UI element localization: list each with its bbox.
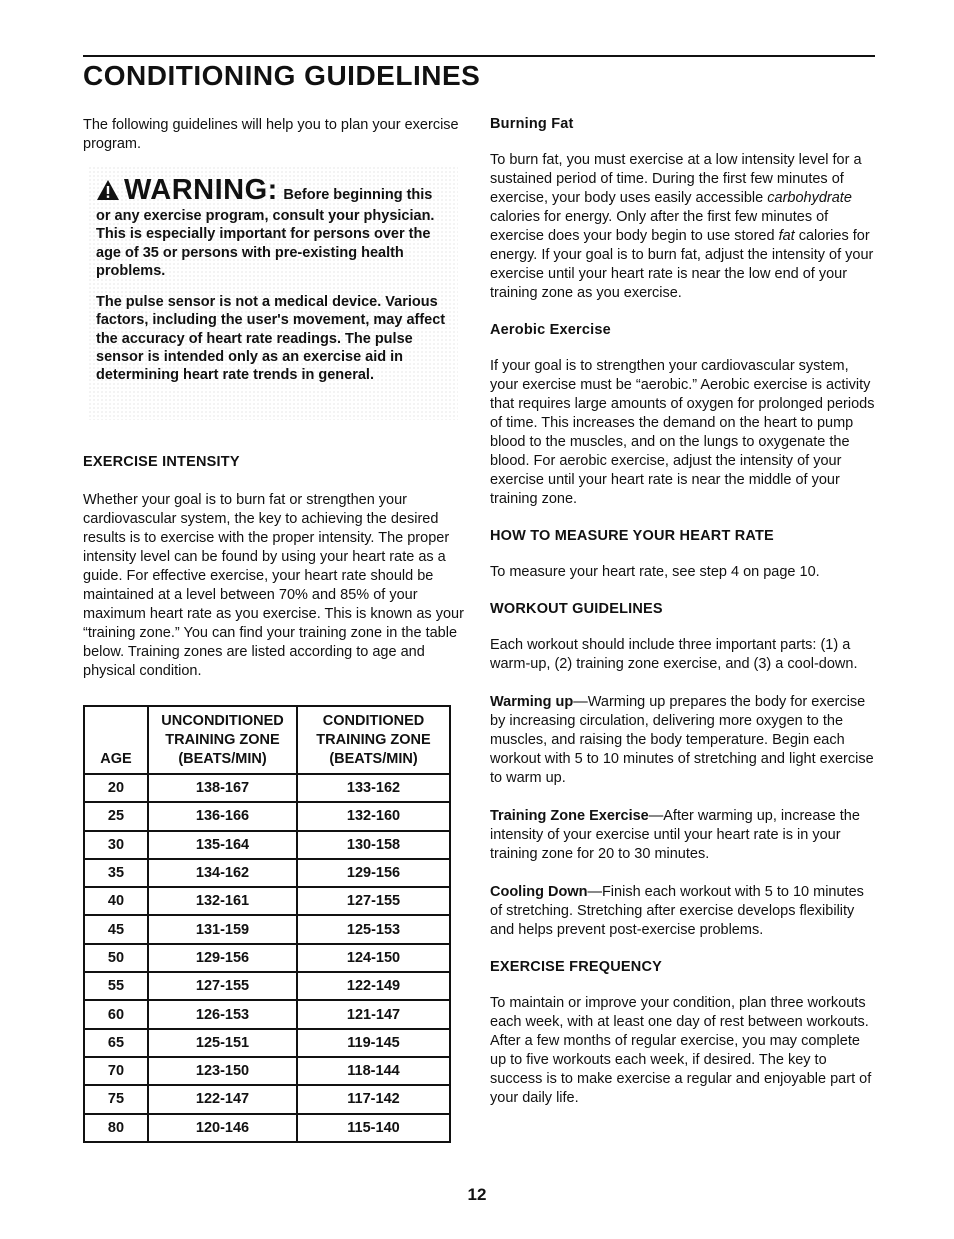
measure-heart-rate-heading: HOW TO MEASURE YOUR HEART RATE — [490, 528, 774, 544]
unconditioned-cell: 127-155 — [148, 972, 297, 1000]
table-row — [84, 944, 450, 972]
age-cell: 60 — [84, 1000, 148, 1028]
table-row — [84, 802, 450, 830]
warming-up-text — [490, 693, 878, 788]
age-cell: 40 — [84, 887, 148, 915]
workout-guidelines-heading: WORKOUT GUIDELINES — [490, 601, 663, 617]
measure-heart-rate-text: To measure your heart rate, see step 4 on page 10. — [490, 564, 820, 580]
warning-triangle-icon — [96, 179, 120, 201]
burning-fat-text-1: To burn fat, you must exercise at a low intensity level for a sustained period of time. During the first few minutes of exercise, your body uses easily accessible — [490, 152, 862, 206]
conditioned-cell: 121-147 — [297, 1000, 450, 1028]
age-cell: 35 — [84, 859, 148, 887]
unconditioned-cell: 131-159 — [148, 915, 297, 943]
page-number: 12 — [467, 1185, 487, 1204]
age-cell: 30 — [84, 831, 148, 859]
aerobic-heading: Aerobic Exercise — [490, 322, 611, 338]
burning-fat-emphasis-2: fat — [778, 228, 795, 244]
burning-fat-emphasis-1: carbohydrate — [767, 190, 852, 206]
workout-guidelines-text: Each workout should include three important parts: (1) a warm-up, (2) training zone exercise, and (3) a cool-down. — [490, 637, 858, 672]
burning-fat-text-2: calories for energy. Only after the first few minutes of exercise does your body begin to use stored — [490, 209, 829, 244]
age-cell: 50 — [84, 944, 148, 972]
age-cell: 45 — [84, 915, 148, 943]
age-cell: 65 — [84, 1029, 148, 1057]
intro-text: The following guidelines will help you to plan your exercise program. — [83, 117, 459, 152]
table-row — [84, 972, 450, 1000]
warning-header — [96, 174, 450, 207]
exercise-intensity-heading: EXERCISE INTENSITY — [83, 454, 240, 470]
burning-fat-text — [490, 151, 878, 303]
cooling-down-body: —Finish each workout with 5 to 10 minutes of stretching. Stretching after exercise develops flexibility and helps prevent post-exercise problems. — [490, 884, 864, 938]
conditioned-cell: 122-149 — [297, 972, 450, 1000]
age-cell: 80 — [84, 1114, 148, 1142]
conditioned-cell: 130-158 — [297, 831, 450, 859]
unconditioned-cell: 122-147 — [148, 1085, 297, 1113]
conditioned-cell: 115-140 — [297, 1114, 450, 1142]
age-cell: 55 — [84, 972, 148, 1000]
age-cell: 75 — [84, 1085, 148, 1113]
header-unconditioned: UNCONDITIONED TRAINING ZONE (BEATS/MIN) — [148, 706, 297, 774]
warming-up-lead: Warming up — [490, 694, 574, 710]
exercise-frequency-text: To maintain or improve your condition, plan three workouts each week, with at least one day of rest between workouts. After a few months of regular exercise, you may complete up to five workouts each week, if desired. The key to success is to make exercise a regular and enjoyable part of your daily life. — [490, 995, 872, 1106]
age-cell: 25 — [84, 802, 148, 830]
conditioned-cell: 129-156 — [297, 859, 450, 887]
age-cell: 70 — [84, 1057, 148, 1085]
table-row — [84, 1029, 450, 1057]
warning-box — [88, 166, 458, 420]
conditioned-cell: 133-162 — [297, 774, 450, 802]
header-conditioned: CONDITIONED TRAINING ZONE (BEATS/MIN) — [297, 706, 450, 774]
unconditioned-cell: 138-167 — [148, 774, 297, 802]
unconditioned-cell: 123-150 — [148, 1057, 297, 1085]
table-header-row — [84, 706, 450, 774]
table-row — [84, 1000, 450, 1028]
age-cell: 20 — [84, 774, 148, 802]
right-column — [490, 116, 878, 1108]
warning-text-1: or any exercise program, consult your physician. This is especially important for persons over the age of 35 or persons with pre-existing health problems. — [96, 208, 435, 279]
table-row — [84, 887, 450, 915]
table-row — [84, 774, 450, 802]
warning-colon: : — [267, 174, 278, 206]
warming-up-body: —Warming up prepares the body for exercise by increasing circulation, delivering more oxygen to the muscles, and raising the body temperature. Begin each workout with 5 to 10 minutes of stretching and light exercise to warm up. — [490, 694, 874, 786]
unconditioned-cell: 120-146 — [148, 1114, 297, 1142]
unconditioned-cell: 126-153 — [148, 1000, 297, 1028]
training-zone-lead: Training Zone Exercise — [490, 808, 649, 824]
table-row — [84, 1057, 450, 1085]
left-column — [83, 116, 470, 681]
table-row — [84, 831, 450, 859]
cooling-down-lead: Cooling Down — [490, 884, 588, 900]
exercise-intensity-text: Whether your goal is to burn fat or strengthen your cardiovascular system, the key to achieving the desired results is to exercise with the proper intensity. The proper intensity level can be found by using your heart rate as a guide. For effective exercise, your heart rate should be maintained at a level between 70% and 85% of your maximum heart rate as you exercise. This is known as your “training zone.” You can find your training zone in the table below. Training zones are listed according to age and physical condition. — [83, 492, 464, 679]
title-rule — [83, 55, 875, 57]
table-row — [84, 1114, 450, 1142]
unconditioned-cell: 134-162 — [148, 859, 297, 887]
unconditioned-cell: 132-161 — [148, 887, 297, 915]
conditioned-cell: 118-144 — [297, 1057, 450, 1085]
unconditioned-cell: 125-151 — [148, 1029, 297, 1057]
cooling-down-text — [490, 883, 878, 940]
table-row — [84, 915, 450, 943]
burning-fat-text-3: calories for energy. If your goal is to burn fat, adjust the intensity of your exercise until your heart rate is near the low end of your training zone as you exercise. — [490, 228, 874, 301]
conditioned-cell: 125-153 — [297, 915, 450, 943]
warning-text-2: The pulse sensor is not a medical device. Various factors, including the user's movement, may affect the accuracy of heart rate readings. The pulse sensor is intended only as an exercise aid in determining heart rate trends in general. — [96, 294, 446, 384]
conditioned-cell: 124-150 — [297, 944, 450, 972]
conditioned-cell: 117-142 — [297, 1085, 450, 1113]
table-row — [84, 859, 450, 887]
unconditioned-cell: 135-164 — [148, 831, 297, 859]
training-zone-table — [83, 705, 451, 1143]
aerobic-text: If your goal is to strengthen your cardiovascular system, your exercise must be “aerobic.” Aerobic exercise is activity that requires large amounts of oxygen for prolonged periods of time. This increases the demand on the heart to pump blood to the muscles, and on the lungs to oxygenate the blood. For aerobic exercise, adjust the intensity of your exercise until your heart rate is near the middle of your training zone. — [490, 358, 875, 507]
conditioned-cell: 132-160 — [297, 802, 450, 830]
page-title: CONDITIONING GUIDELINES — [83, 60, 481, 91]
training-zone-body: —After warming up, increase the intensity of your exercise until your heart rate is in your training zone for 20 to 30 minutes. — [490, 808, 860, 862]
warning-word: WARNING — [124, 174, 268, 206]
exercise-frequency-heading: EXERCISE FREQUENCY — [490, 959, 662, 975]
conditioned-cell: 119-145 — [297, 1029, 450, 1057]
unconditioned-cell: 136-166 — [148, 802, 297, 830]
header-age: AGE — [84, 706, 148, 774]
warning-lead: Before beginning this — [283, 187, 433, 203]
conditioned-cell: 127-155 — [297, 887, 450, 915]
unconditioned-cell: 129-156 — [148, 944, 297, 972]
table-body — [84, 774, 450, 1142]
burning-fat-heading: Burning Fat — [490, 116, 574, 132]
table-row — [84, 1085, 450, 1113]
training-zone-text — [490, 807, 878, 864]
